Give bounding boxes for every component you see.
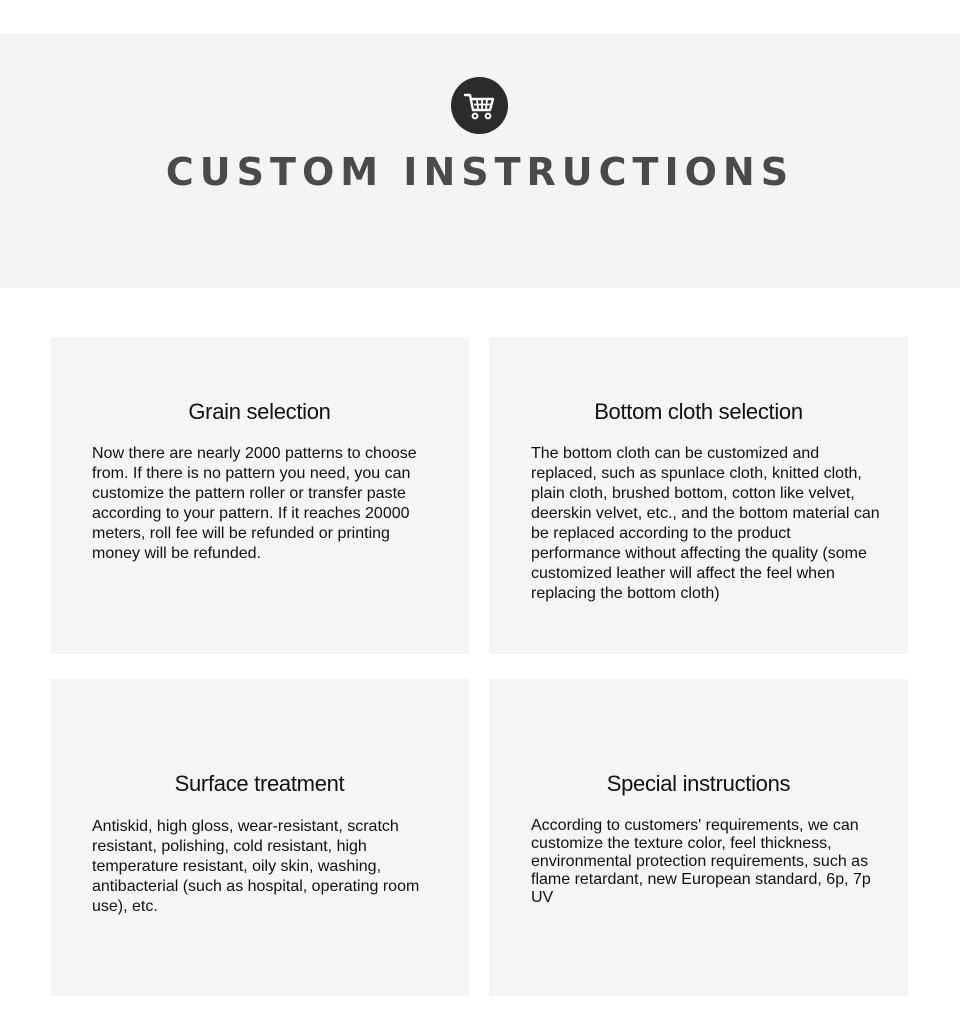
header-banner xyxy=(0,34,960,288)
card-description: Now there are nearly 2000 patterns to choose from. If there is no pattern you need, you can customize the pattern roller or transfer paste according to your pattern. If it reaches 20000 meters, roll fee will be refunded or printing money will be refunded. xyxy=(92,445,417,562)
card-description: Antiskid, high gloss, wear-resistant, scratch resistant, polishing, cold resistant, high temperature resistant, oily skin, washing, antibacterial (such as hospital, operating room use), etc. xyxy=(92,818,420,915)
card-surface-treatment xyxy=(50,679,469,996)
card-special-instructions xyxy=(489,679,908,996)
card-title: Surface treatment xyxy=(174,771,345,796)
card-title: Bottom cloth selection xyxy=(594,399,803,424)
card-title: Grain selection xyxy=(188,399,331,424)
card-title: Special instructions xyxy=(606,771,791,796)
page-title: CUSTOM INSTRUCTIONS xyxy=(165,150,795,194)
card-grain-selection xyxy=(50,337,469,654)
card-description: According to customers' requirements, we can customize the texture color, feel thickness, environmental protection requirements, such as flame retardant, new European standard, 6p, 7p UV xyxy=(531,817,871,906)
card-description: The bottom cloth can be customized and replaced, such as spunlace cloth, knitted cloth, plain cloth, brushed bottom, cotton like velvet, deerskin velvet, etc., and the bottom material can be replaced according to the product performance without affecting the quality (some customized leather will affect the feel when replacing the bottom cloth) xyxy=(531,445,880,602)
shopping-cart-icon xyxy=(451,77,508,134)
cart-glyph xyxy=(463,91,497,121)
card-bottom-cloth-selection xyxy=(489,337,908,654)
